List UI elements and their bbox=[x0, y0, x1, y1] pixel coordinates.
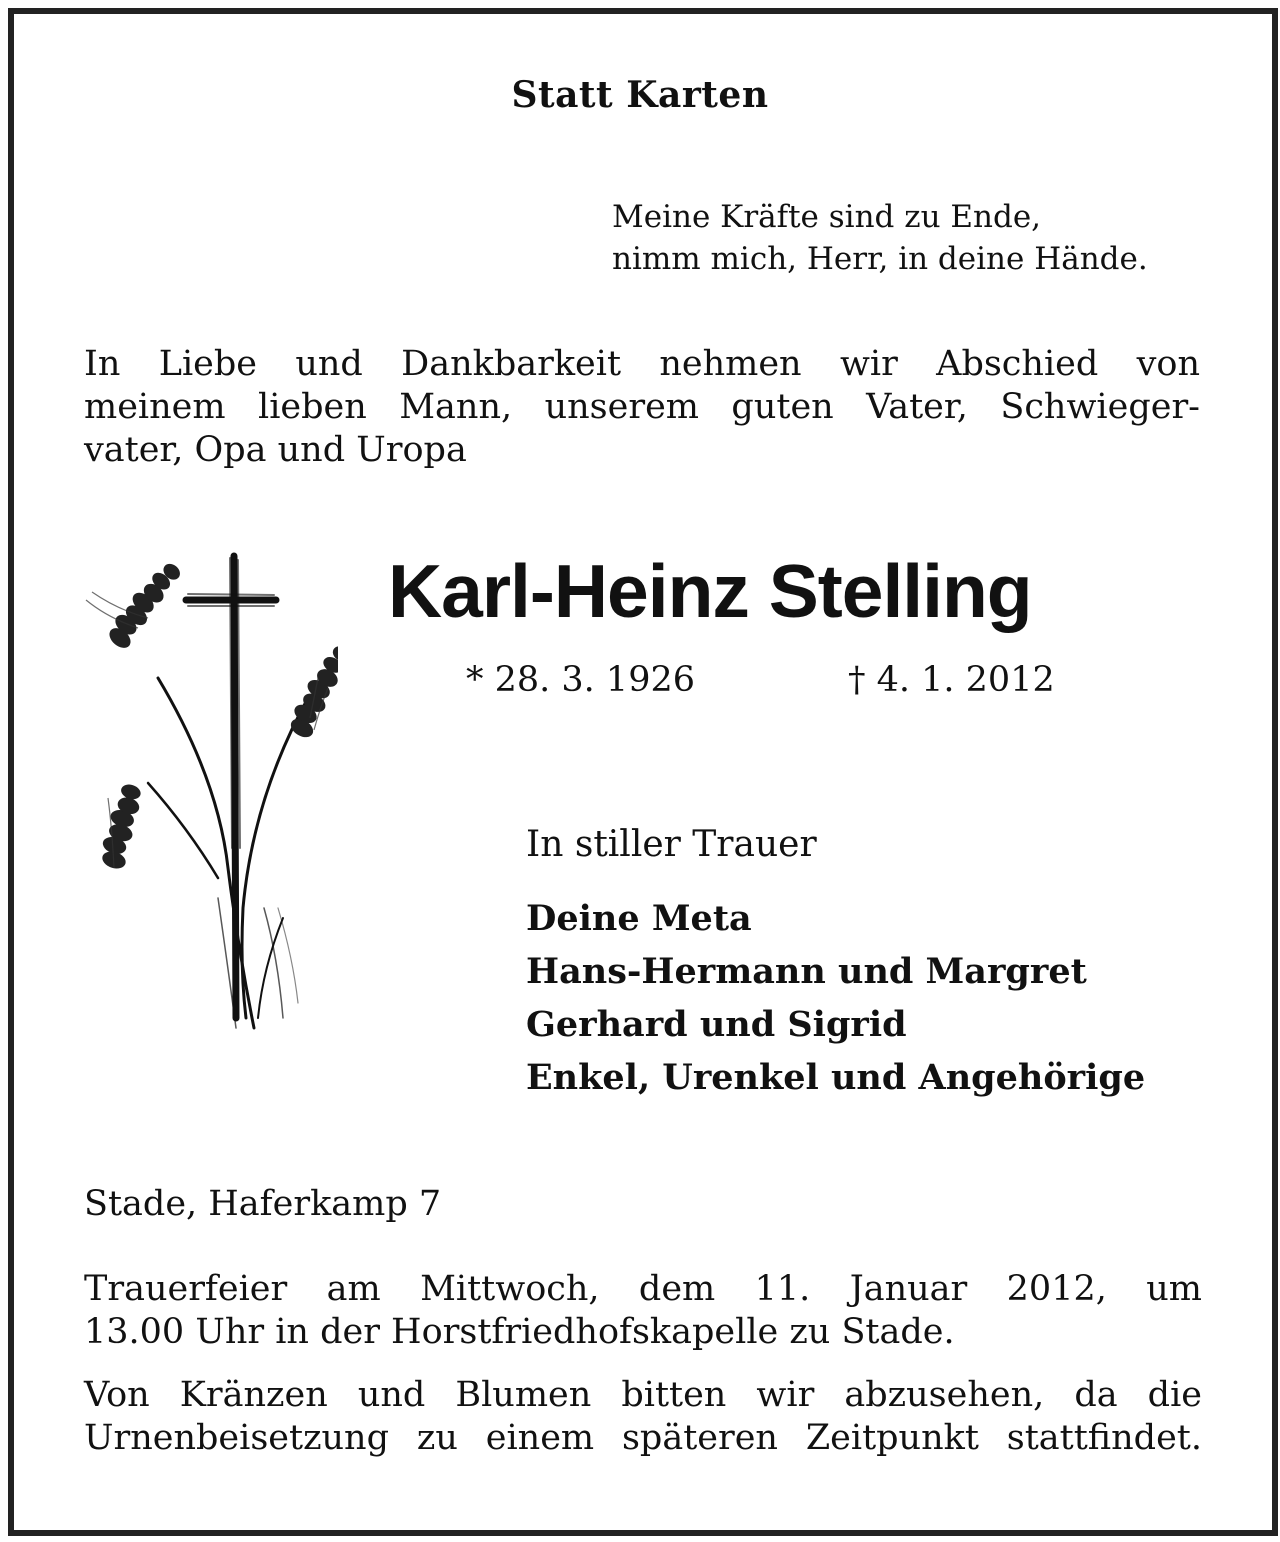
cross-with-wheat-icon bbox=[78, 548, 338, 1038]
bible-quote bbox=[612, 196, 1232, 280]
intro-text bbox=[84, 343, 1200, 472]
mourner-name: Deine Meta bbox=[526, 898, 752, 939]
death-date: † 4. 1. 2012 bbox=[848, 660, 1055, 700]
flowers-line: Von Kränzen und Blumen bitten wir abzusehen, da die bbox=[84, 1375, 1202, 1415]
mourner-name: Hans-Hermann und Margret bbox=[526, 951, 1087, 992]
intro-line: meinem lieben Mann, unserem guten Vater, Schwieger- bbox=[84, 387, 1200, 427]
birth-date: * 28. 3. 1926 bbox=[466, 660, 696, 700]
intro-line: vater, Opa und Uropa bbox=[84, 430, 467, 470]
deceased-name: Karl-Heinz Stelling bbox=[388, 549, 1032, 633]
grief-line: In stiller Trauer bbox=[526, 824, 817, 865]
address: Stade, Haferkamp 7 bbox=[84, 1184, 442, 1224]
mourner-name: Gerhard und Sigrid bbox=[526, 1004, 907, 1045]
quote-line: nimm mich, Herr, in deine Hände. bbox=[612, 241, 1148, 277]
flowers-line: Urnenbeisetzung zu einem späteren Zeitpunkt stattfindet. bbox=[84, 1418, 1202, 1458]
ceremony-line: 13.00 Uhr in der Horstfriedhofskapelle zu Stade. bbox=[84, 1312, 955, 1352]
intro-line: In Liebe und Dankbarkeit nehmen wir Abschied von bbox=[84, 344, 1200, 384]
quote-line: Meine Kräfte sind zu Ende, bbox=[612, 199, 1042, 235]
mourner-name: Enkel, Urenkel und Angehörige bbox=[526, 1057, 1146, 1098]
flowers-notice bbox=[84, 1374, 1202, 1460]
ceremony-info bbox=[84, 1268, 1202, 1354]
mourners-list bbox=[526, 892, 1145, 1104]
header-statt-karten: Statt Karten bbox=[511, 74, 769, 116]
ceremony-line: Trauerfeier am Mittwoch, dem 11. Januar 2012, um bbox=[84, 1269, 1202, 1309]
